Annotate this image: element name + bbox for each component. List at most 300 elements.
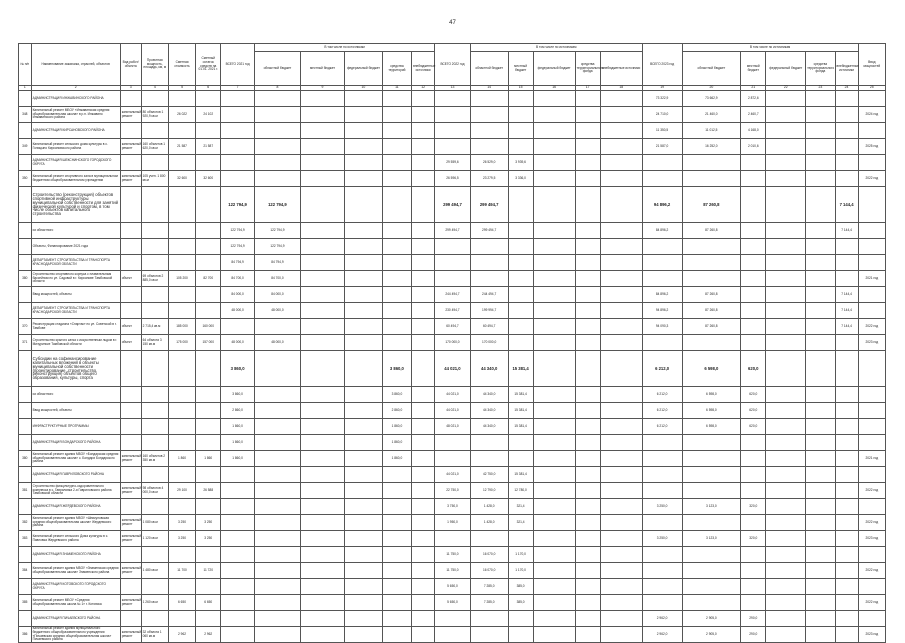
table-cell bbox=[300, 451, 344, 467]
table-cell bbox=[682, 271, 741, 287]
table-cell bbox=[600, 91, 642, 107]
table-row bbox=[19, 627, 886, 643]
table-row bbox=[19, 287, 886, 303]
table-cell bbox=[682, 515, 741, 531]
table-cell: 84 896,2 bbox=[642, 223, 682, 239]
table-cell: Ввод мощностей, объекты bbox=[31, 403, 120, 419]
table-cell: капитальный ремонт bbox=[120, 139, 141, 155]
table-cell bbox=[575, 435, 600, 451]
table-cell: Объекты, Финансирование 2021 года bbox=[31, 239, 120, 255]
table-row bbox=[19, 467, 886, 483]
table-cell: 32 600 bbox=[168, 171, 195, 187]
table-cell: 620,0 bbox=[741, 419, 766, 435]
table-cell: 160 объектов 2 350 кв.м bbox=[141, 451, 168, 467]
header-src-local: местный бюджет bbox=[508, 52, 533, 86]
table-cell bbox=[300, 139, 344, 155]
table-cell bbox=[642, 255, 682, 271]
table-cell: 15 381,4 bbox=[508, 387, 533, 403]
table-cell bbox=[533, 627, 575, 643]
table-cell bbox=[766, 499, 806, 515]
column-index-cell: 20 bbox=[682, 86, 741, 91]
table-row bbox=[19, 351, 886, 387]
table-cell bbox=[575, 579, 600, 595]
table-cell: 122 794,9 bbox=[254, 239, 300, 255]
table-cell bbox=[806, 451, 835, 467]
table-cell bbox=[382, 171, 411, 187]
table-cell bbox=[435, 271, 471, 287]
table-cell: 11 012,5 bbox=[682, 123, 741, 139]
table-cell bbox=[858, 403, 885, 419]
table-cell: 87 260,8 bbox=[682, 187, 741, 223]
header-src-tfoms: средства территориального фонда bbox=[575, 52, 600, 86]
table-cell bbox=[835, 107, 858, 123]
table-cell bbox=[600, 515, 642, 531]
table-cell bbox=[300, 187, 344, 223]
table-cell: 1 080 кв.м bbox=[141, 515, 168, 531]
table-cell: 1 170,0 bbox=[508, 547, 533, 563]
table-cell bbox=[858, 155, 885, 171]
table-cell bbox=[196, 239, 221, 255]
table-cell bbox=[508, 271, 533, 287]
table-cell bbox=[575, 499, 600, 515]
table-cell: 22 750,0 bbox=[435, 483, 471, 499]
table-cell bbox=[766, 419, 806, 435]
table-cell bbox=[600, 467, 642, 483]
table-cell bbox=[300, 547, 344, 563]
table-cell: 2023 год bbox=[858, 627, 885, 643]
table-cell bbox=[835, 403, 858, 419]
table-cell bbox=[345, 335, 383, 351]
table-cell bbox=[642, 579, 682, 595]
table-cell: 21 587,0 bbox=[642, 139, 682, 155]
table-cell bbox=[141, 91, 168, 107]
table-cell bbox=[19, 499, 32, 515]
table-cell bbox=[300, 563, 344, 579]
table-cell bbox=[600, 271, 642, 287]
table-cell bbox=[19, 351, 32, 387]
table-cell bbox=[575, 223, 600, 239]
table-cell bbox=[412, 483, 435, 499]
table-cell bbox=[196, 499, 221, 515]
table-cell: 73 662,9 bbox=[682, 91, 741, 107]
table-cell: 2022 год bbox=[858, 515, 885, 531]
table-cell: 24 102 bbox=[196, 107, 221, 123]
table-cell: 1 428,0 bbox=[470, 515, 508, 531]
table-cell bbox=[300, 467, 344, 483]
table-cell bbox=[382, 223, 411, 239]
table-cell: 386 bbox=[19, 627, 32, 643]
table-cell: Субсидии на софинансирование капитальных вложений в объекты муниципальной собственности (проектирование, строительство, реконструкция) объектов общего образования, культуры, спорта bbox=[31, 351, 120, 387]
table-cell: 94 896,2 bbox=[642, 303, 682, 319]
column-index-cell: 16 bbox=[533, 86, 575, 91]
column-index-cell: 24 bbox=[835, 86, 858, 91]
column-index-cell: 5 bbox=[168, 86, 195, 91]
table-cell bbox=[508, 531, 533, 547]
table-cell bbox=[412, 239, 435, 255]
table-cell: 2 962,0 bbox=[642, 611, 682, 627]
table-cell: АДМИНИСТРАЦИЯ ПИЧАЕВСКОГО РАЙОНА bbox=[31, 611, 120, 627]
table-cell bbox=[600, 155, 642, 171]
table-cell bbox=[168, 303, 195, 319]
table-cell bbox=[533, 223, 575, 239]
table-cell bbox=[766, 255, 806, 271]
table-cell bbox=[470, 611, 508, 627]
table-cell bbox=[533, 451, 575, 467]
table-cell: 244 494,7 bbox=[470, 287, 508, 303]
table-cell: 299 494,7 bbox=[435, 223, 471, 239]
table-cell bbox=[470, 139, 508, 155]
table-cell: капитальный ремонт bbox=[120, 563, 141, 579]
column-index-cell: 2 bbox=[31, 86, 120, 91]
table-cell bbox=[412, 467, 435, 483]
table-cell bbox=[168, 239, 195, 255]
table-cell bbox=[766, 187, 806, 223]
table-cell bbox=[412, 155, 435, 171]
table-cell bbox=[533, 91, 575, 107]
table-cell bbox=[141, 255, 168, 271]
table-cell bbox=[254, 123, 300, 139]
header-src-outside: внебюджетные источники bbox=[835, 52, 858, 86]
table-cell: 299 494,7 bbox=[435, 187, 471, 223]
table-cell bbox=[508, 255, 533, 271]
table-cell bbox=[382, 531, 411, 547]
table-row bbox=[19, 155, 886, 171]
table-cell: 381 bbox=[19, 483, 32, 499]
table-cell bbox=[766, 627, 806, 643]
table-cell: 44 340,0 bbox=[470, 387, 508, 403]
table-cell: 620,0 bbox=[741, 403, 766, 419]
table-cell: объект bbox=[120, 271, 141, 287]
table-cell bbox=[806, 499, 835, 515]
table-cell bbox=[120, 155, 141, 171]
table-cell bbox=[412, 91, 435, 107]
table-cell: Капитальный ремонт спортивного зала в муниципальном бюджетном общеобразовательном учреждении bbox=[31, 171, 120, 187]
table-cell bbox=[600, 611, 642, 627]
table-cell: 7 144,4 bbox=[835, 223, 858, 239]
table-cell bbox=[120, 403, 141, 419]
table-cell: 80 объектов 1 920,9 кв.м bbox=[141, 107, 168, 123]
header-no: № п/п bbox=[19, 44, 32, 86]
table-cell: 11 700 bbox=[168, 563, 195, 579]
table-row bbox=[19, 611, 886, 627]
table-cell bbox=[382, 319, 411, 335]
table-cell bbox=[382, 483, 411, 499]
table-cell bbox=[741, 335, 766, 351]
table-cell bbox=[508, 627, 533, 643]
table-cell: 122 794,9 bbox=[254, 223, 300, 239]
table-cell: из областного bbox=[31, 223, 120, 239]
table-cell: 1 860 bbox=[196, 451, 221, 467]
table-cell: 11 350,5 bbox=[642, 123, 682, 139]
table-cell bbox=[533, 239, 575, 255]
column-index-cell: 17 bbox=[575, 86, 600, 91]
table-cell: 2 962 bbox=[168, 627, 195, 643]
table-row bbox=[19, 579, 886, 595]
table-cell bbox=[600, 531, 642, 547]
table-row bbox=[19, 499, 886, 515]
table-cell bbox=[575, 595, 600, 611]
table-cell: ДЕПАРТАМЕНТ СТРОИТЕЛЬСТВА И ТРАНСПОРТА КРАСНОДАРСКОЙ ОБЛАСТИ bbox=[31, 303, 120, 319]
table-cell bbox=[575, 239, 600, 255]
table-cell bbox=[435, 255, 471, 271]
table-cell bbox=[642, 155, 682, 171]
table-cell bbox=[168, 123, 195, 139]
table-cell bbox=[575, 483, 600, 499]
table-cell bbox=[766, 579, 806, 595]
table-cell: 385 bbox=[19, 595, 32, 611]
table-cell bbox=[345, 547, 383, 563]
table-cell bbox=[806, 483, 835, 499]
table-cell bbox=[508, 139, 533, 155]
table-cell: 7 285,0 bbox=[470, 579, 508, 595]
table-cell bbox=[19, 467, 32, 483]
table-cell bbox=[642, 515, 682, 531]
table-cell bbox=[168, 467, 195, 483]
table-cell bbox=[120, 91, 141, 107]
table-cell bbox=[435, 435, 471, 451]
table-cell: Реконструкция стадиона «Спартак» по ул. Советской в г. Тамбове bbox=[31, 319, 120, 335]
table-cell bbox=[600, 303, 642, 319]
table-cell: 2 905,0 bbox=[682, 627, 741, 643]
table-cell bbox=[19, 403, 32, 419]
table-cell bbox=[254, 139, 300, 155]
table-cell: 16 070,0 bbox=[470, 563, 508, 579]
table-row bbox=[19, 107, 886, 123]
table-cell: 24 710,0 bbox=[642, 107, 682, 123]
table-cell bbox=[600, 435, 642, 451]
table-cell bbox=[533, 419, 575, 435]
table-cell: капитальный ремонт bbox=[120, 483, 141, 499]
table-cell: 6 212,0 bbox=[642, 403, 682, 419]
table-cell bbox=[508, 187, 533, 223]
header-src-regional: областной бюджет bbox=[254, 52, 300, 86]
table-cell: 383 bbox=[19, 531, 32, 547]
column-index-cell: 4 bbox=[141, 86, 168, 91]
table-cell: 6 598,0 bbox=[682, 351, 741, 387]
table-cell bbox=[508, 303, 533, 319]
table-cell bbox=[766, 515, 806, 531]
table-cell bbox=[741, 187, 766, 223]
table-cell bbox=[196, 611, 221, 627]
table-cell bbox=[412, 187, 435, 223]
table-cell bbox=[533, 139, 575, 155]
table-cell: 170 000,0 bbox=[470, 335, 508, 351]
column-index-cell: 15 bbox=[508, 86, 533, 91]
table-cell: 6 598,0 bbox=[682, 419, 741, 435]
table-cell: 3 250 bbox=[168, 515, 195, 531]
table-cell bbox=[600, 335, 642, 351]
table-cell: 6 650 bbox=[168, 595, 195, 611]
table-cell bbox=[806, 579, 835, 595]
table-cell: 2023 год bbox=[858, 531, 885, 547]
table-cell bbox=[858, 419, 885, 435]
table-cell bbox=[120, 611, 141, 627]
table-cell bbox=[300, 387, 344, 403]
table-cell: 6 212,0 bbox=[642, 351, 682, 387]
table-cell bbox=[835, 531, 858, 547]
table-cell: 1 860,0 bbox=[221, 419, 255, 435]
table-cell bbox=[345, 627, 383, 643]
table-cell bbox=[766, 451, 806, 467]
table-cell: 32 объекта 1 060 кв.м bbox=[141, 627, 168, 643]
table-cell bbox=[835, 451, 858, 467]
table-cell bbox=[345, 611, 383, 627]
header-sources-2022: В том числе по источникам bbox=[470, 44, 642, 52]
table-cell bbox=[600, 239, 642, 255]
table-cell: капитальный ремонт bbox=[120, 171, 141, 187]
table-cell bbox=[533, 467, 575, 483]
table-cell bbox=[741, 547, 766, 563]
table-cell bbox=[533, 255, 575, 271]
table-cell bbox=[221, 627, 255, 643]
table-cell bbox=[741, 239, 766, 255]
table-cell bbox=[196, 91, 221, 107]
table-cell bbox=[254, 435, 300, 451]
table-row bbox=[19, 403, 886, 419]
table-cell: 244 494,7 bbox=[435, 287, 471, 303]
table-cell bbox=[642, 435, 682, 451]
table-cell bbox=[642, 239, 682, 255]
table-cell bbox=[600, 319, 642, 335]
table-cell: 2 860,0 bbox=[382, 403, 411, 419]
column-index-cell: 8 bbox=[254, 86, 300, 91]
table-cell bbox=[575, 255, 600, 271]
table-cell: 122 794,9 bbox=[221, 223, 255, 239]
table-cell bbox=[345, 563, 383, 579]
table-cell bbox=[141, 579, 168, 595]
table-cell bbox=[575, 403, 600, 419]
table-cell bbox=[254, 611, 300, 627]
table-cell bbox=[741, 595, 766, 611]
table-row bbox=[19, 223, 886, 239]
table-cell: объект bbox=[120, 335, 141, 351]
table-cell bbox=[254, 107, 300, 123]
table-cell bbox=[858, 123, 885, 139]
table-cell bbox=[858, 223, 885, 239]
table-cell: 15 381,4 bbox=[508, 467, 533, 483]
table-cell bbox=[533, 123, 575, 139]
table-cell: 1 120 кв.м bbox=[141, 531, 168, 547]
table-cell bbox=[221, 155, 255, 171]
table-row bbox=[19, 91, 886, 107]
table-cell: АДМИНИСТРАЦИЯ ЖЕРДЕВСКОГО РАЙОНА bbox=[31, 499, 120, 515]
table-cell: 7 144,4 bbox=[835, 187, 858, 223]
table-cell bbox=[470, 531, 508, 547]
table-cell bbox=[835, 563, 858, 579]
table-cell bbox=[345, 223, 383, 239]
table-cell bbox=[600, 255, 642, 271]
table-cell: 44 021,0 bbox=[435, 467, 471, 483]
table-cell bbox=[575, 627, 600, 643]
table-cell bbox=[412, 303, 435, 319]
table-cell bbox=[835, 335, 858, 351]
table-cell: 64 объекта 3 150 кв.м bbox=[141, 335, 168, 351]
table-cell: 2 860,0 bbox=[221, 403, 255, 419]
table-cell bbox=[221, 107, 255, 123]
table-cell bbox=[120, 239, 141, 255]
table-cell bbox=[806, 123, 835, 139]
table-cell: 2023 год bbox=[858, 335, 885, 351]
table-cell bbox=[600, 223, 642, 239]
table-cell bbox=[741, 319, 766, 335]
table-cell: 3 250,0 bbox=[642, 531, 682, 547]
table-cell bbox=[682, 563, 741, 579]
table-cell: Строительство крытого катка с искусственным льдом в г. Мичуринске Тамбовской области bbox=[31, 335, 120, 351]
table-cell: 32 600 bbox=[196, 171, 221, 187]
table-cell bbox=[766, 139, 806, 155]
table-cell bbox=[382, 155, 411, 171]
table-cell bbox=[470, 271, 508, 287]
table-cell bbox=[196, 387, 221, 403]
table-cell bbox=[766, 387, 806, 403]
table-cell: 4 168,0 bbox=[741, 123, 766, 139]
table-cell bbox=[533, 319, 575, 335]
table-cell: Строительство спортивного корпуса с плавательным бассейном по ул. Садовой в г. Кирсанове Тамбовской области bbox=[31, 271, 120, 287]
table-cell bbox=[345, 139, 383, 155]
table-cell bbox=[533, 595, 575, 611]
table-cell: 2024 год bbox=[858, 107, 885, 123]
table-row bbox=[19, 123, 886, 139]
table-cell: 157 000 bbox=[196, 335, 221, 351]
table-cell bbox=[141, 387, 168, 403]
table-cell bbox=[682, 171, 741, 187]
table-cell: АДМИНИСТРАЦИЯ БОНДАРСКОГО РАЙОНА bbox=[31, 435, 120, 451]
table-cell bbox=[221, 563, 255, 579]
table-cell bbox=[642, 271, 682, 287]
table-cell bbox=[835, 155, 858, 171]
table-cell bbox=[642, 171, 682, 187]
table-cell: 15 381,4 bbox=[508, 403, 533, 419]
table-cell: ДЕПАРТАМЕНТ СТРОИТЕЛЬСТВА И ТРАНСПОРТА КРАСНОДАРСКОЙ ОБЛАСТИ bbox=[31, 255, 120, 271]
table-cell bbox=[382, 303, 411, 319]
table-cell bbox=[835, 239, 858, 255]
table-cell: 42 750,0 bbox=[470, 467, 508, 483]
table-cell bbox=[575, 171, 600, 187]
table-cell bbox=[120, 187, 141, 223]
table-cell bbox=[858, 239, 885, 255]
table-cell: 6 598,0 bbox=[682, 387, 741, 403]
table-cell bbox=[766, 335, 806, 351]
table-cell bbox=[345, 499, 383, 515]
table-cell: Капитальный ремонт здания МБОУ «Бондарская средняя общеобразовательная школа» с. Бондари Бондарского района bbox=[31, 451, 120, 467]
table-cell: 21 460,0 bbox=[682, 107, 741, 123]
table-cell: 84 794,9 bbox=[221, 255, 255, 271]
table-cell: 299 494,7 bbox=[470, 223, 508, 239]
table-cell bbox=[196, 419, 221, 435]
table-cell bbox=[221, 139, 255, 155]
table-cell: 1 860,0 bbox=[382, 451, 411, 467]
table-row bbox=[19, 319, 886, 335]
table-cell bbox=[196, 123, 221, 139]
table-cell bbox=[741, 467, 766, 483]
header-total-2021: ВСЕГО 2021 год bbox=[221, 44, 255, 86]
table-cell bbox=[741, 255, 766, 271]
table-cell: 2 715,4 кв.м bbox=[141, 319, 168, 335]
table-cell: 185 000 bbox=[168, 319, 195, 335]
table-cell bbox=[412, 107, 435, 123]
table-cell bbox=[382, 107, 411, 123]
header-remaining: Сметный остаток средств на 01.01. 2021 г. bbox=[196, 44, 221, 86]
table-cell bbox=[575, 351, 600, 387]
table-cell: 48 021,0 bbox=[435, 419, 471, 435]
table-cell bbox=[682, 547, 741, 563]
table-cell: капитальный ремонт bbox=[120, 515, 141, 531]
table-cell: 122 794,9 bbox=[254, 187, 300, 223]
table-cell bbox=[412, 435, 435, 451]
table-cell bbox=[575, 531, 600, 547]
table-cell: 6 598,0 bbox=[682, 403, 741, 419]
table-cell bbox=[741, 563, 766, 579]
